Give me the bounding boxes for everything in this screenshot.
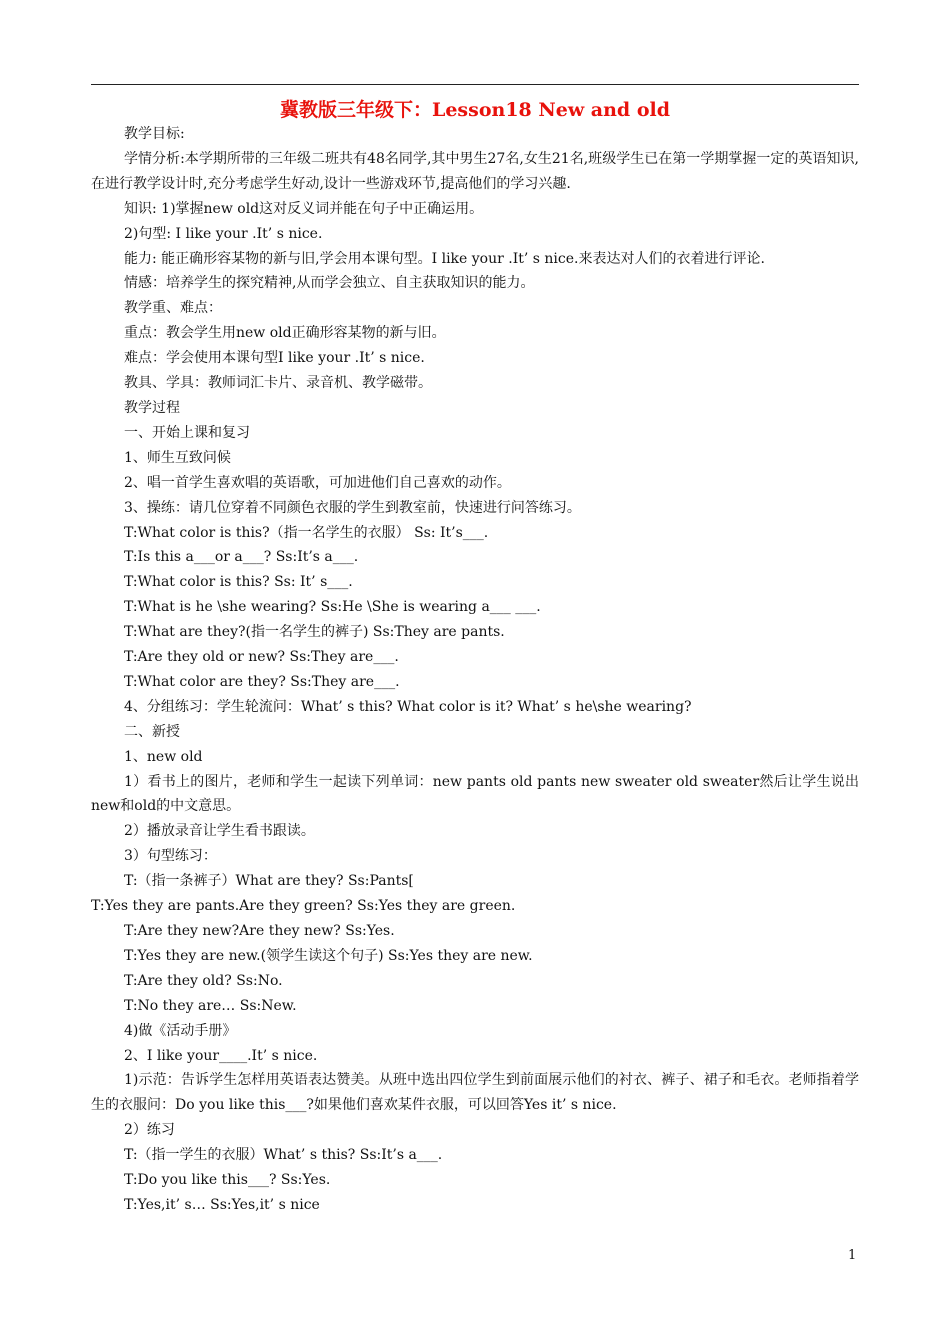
- dialogue-line: T:What is he \she wearing? Ss:He \She is wearing a___ ___.: [124, 599, 541, 616]
- text-line: 2）练习: [124, 1122, 175, 1139]
- text-line: 1、new old: [124, 748, 203, 765]
- text-paragraph: 1）看书上的图片，老师和学生一起读下列单词：new pants old pants new sweater old sweater然后让学生说出new和old的中文意思。: [91, 773, 859, 815]
- text-line: 2）播放录音让学生看书跟读。: [124, 823, 315, 840]
- section-heading: 二、新授: [124, 723, 180, 740]
- dialogue-line: T:Do you like this___? Ss:Yes.: [124, 1172, 331, 1189]
- text-line: 2、I like your____.It’ s nice.: [124, 1047, 318, 1064]
- section-heading: 一、开始上课和复习: [124, 424, 250, 441]
- dialogue-line: T:（指一条裤子）What are they? Ss:Pants[: [124, 873, 414, 890]
- text-line: 4)做《活动手册》: [124, 1022, 237, 1039]
- text-line: 教学目标:: [124, 126, 185, 142]
- text-line: 教学重、难点：: [124, 300, 222, 317]
- text-line: 3、操练：请几位穿着不同颜色衣服的学生到教室前，快速进行问答练习。: [124, 499, 581, 516]
- page-number: 1: [848, 1248, 857, 1263]
- text-line: 重点：教会学生用new old正确形容某物的新与旧。: [124, 325, 446, 342]
- text-line: 1、师生互致问候: [124, 449, 231, 466]
- header-rule: [91, 84, 859, 85]
- dialogue-line: T:Are they old or new? Ss:They are___.: [124, 649, 399, 666]
- document-title: 冀教版三年级下：Lesson18 New and old: [279, 99, 670, 121]
- text-line: 3）句型练习：: [124, 848, 217, 865]
- dialogue-line: T:What color is this? Ss: It’ s___.: [124, 574, 353, 591]
- text-line: 情感：培养学生的探究精神,从而学会独立、自主获取知识的能力。: [124, 275, 535, 292]
- dialogue-line: T:Is this a___or a___? Ss:It’s a___.: [124, 549, 359, 566]
- dialogue-line: T:（指一学生的衣服）What’ s this? Ss:It’s a___.: [124, 1147, 443, 1164]
- dialogue-line: T:What color is this?（指一名学生的衣服） Ss: It’s___.: [124, 524, 489, 541]
- text-line: 知识: 1)掌握new old这对反义词并能在句子中正确运用。: [124, 200, 484, 217]
- dialogue-line: T:What color are they? Ss:They are___.: [124, 673, 400, 690]
- dialogue-line: T:No they are… Ss:New.: [124, 997, 297, 1014]
- text-paragraph: 能力: 能正确形容某物的新与旧,学会用本课句型。I like your .It’ s nice.来表达对人们的衣着进行评论.: [124, 250, 765, 267]
- text-paragraph: 学情分析:本学期所带的三年级二班共有48名同学,其中男生27名,女生21名,班级学生已在第一学期掌握一定的英语知识,在进行教学设计时,充分考虑学生好动,设计一些游戏环节,提高他们的学习兴趣.: [91, 150, 859, 192]
- dialogue-line: T:Are they old? Ss:No.: [124, 972, 283, 989]
- text-line: 教具、学具：教师词汇卡片、录音机、教学磁带。: [124, 375, 432, 392]
- dialogue-line: T:Yes they are pants.Are they green? Ss:Yes they are green.: [91, 898, 516, 915]
- dialogue-line: T:Yes,it’ s… Ss:Yes,it’ s nice: [124, 1196, 320, 1213]
- text-line: 4、分组练习：学生轮流问：What’ s this? What color is it? What’ s he\she wearing?: [124, 698, 692, 715]
- section-heading: 教学过程: [124, 399, 180, 416]
- text-paragraph: 1)示范：告诉学生怎样用英语表达赞美。从班中选出四位学生到前面展示他们的衬衣、裤子、裙子和毛衣。老师指着学生的衣服问：Do you like this___?如果他们喜欢某件衣服，可以回答Yes it’ s nice.: [91, 1072, 859, 1114]
- text-line: 难点：学会使用本课句型I like your .It’ s nice.: [124, 350, 425, 367]
- dialogue-line: T:Yes they are new.(领学生读这个句子) Ss:Yes they are new.: [124, 947, 533, 964]
- dialogue-line: T:Are they new?Are they new? Ss:Yes.: [124, 923, 395, 939]
- text-line: 2)句型: I like your .It’ s nice.: [124, 225, 323, 242]
- text-line: 2、唱一首学生喜欢唱的英语歌，可加进他们自己喜欢的动作。: [124, 474, 511, 491]
- dialogue-line: T:What are they?(指一名学生的裤子) Ss:They are pants.: [124, 624, 505, 641]
- document-body: [91, 122, 859, 1218]
